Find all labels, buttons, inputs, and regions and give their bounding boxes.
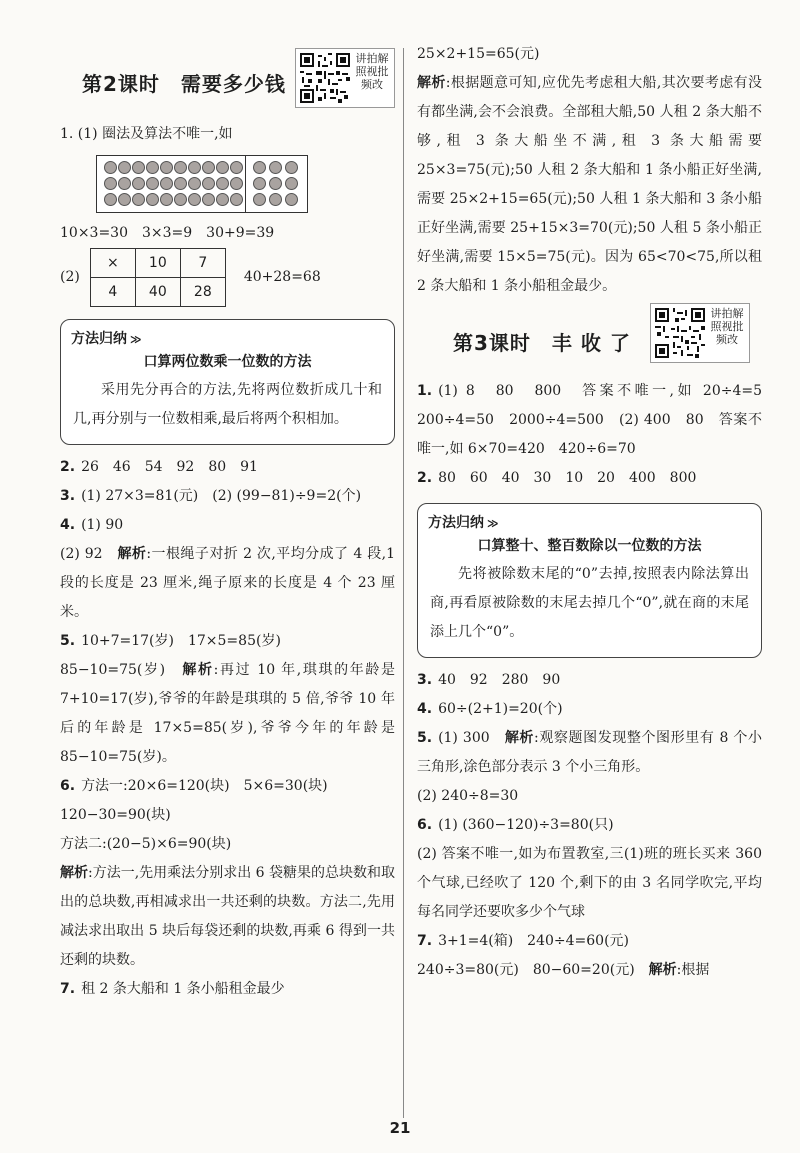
- lesson-header: [60, 40, 395, 120]
- qr-code-icon: [300, 53, 350, 103]
- answer-text: (2) 92: [60, 546, 118, 562]
- dot: [118, 193, 131, 206]
- answer-text: (2) 答案不唯一,如为布置教室,三(1)班的班长买来 360 个气球,已经吹了 120 个,剩下的由 3 名同学吹完,平均每名同学还要吹多少个气球: [417, 846, 762, 920]
- dot: [216, 177, 229, 190]
- dot: [146, 161, 159, 174]
- question-number: 4.: [60, 517, 76, 533]
- qr-caption: 讲拍解照视批频改: [710, 307, 744, 346]
- question-number: 1.: [417, 383, 433, 399]
- table-cell: 28: [180, 278, 225, 307]
- question-number: 6.: [417, 817, 433, 833]
- dot: [253, 177, 266, 190]
- answer-text: 80 60 40 30 10 20 400 800: [438, 470, 697, 486]
- analysis-text: :根据题意可知,应优先考虑租大船,其次要考虑有没有都坐满,会不会浪费。全部租大船,50 人租 2 条大船不够,租 3 条大船坐不满,租 3 条大船需要 25×3=75(元);50 人租 2 条大船和 1 条小船正好坐满,需要 25×2+15=65(元);50 人租 1 条大船和 3 条小船正好坐满,需要 25+15×3=70(元);50 人租 5 条小船正好坐满,需要 15×5=75(元)。因为 65<70<75,所以租 2 条大船和 1 条小船租金最少。: [417, 75, 762, 294]
- lesson-header: [417, 301, 762, 377]
- dot: [118, 161, 131, 174]
- answer-line: [60, 975, 395, 1004]
- right-column: [417, 40, 776, 985]
- multiplication-table-row: [60, 248, 395, 307]
- answer-line: [417, 695, 762, 724]
- question-number: 3.: [417, 672, 433, 688]
- dot: [230, 193, 243, 206]
- left-answers: [60, 453, 395, 1004]
- method-box: [417, 503, 762, 658]
- answer-line: [60, 511, 395, 540]
- left-column: [60, 40, 395, 1004]
- qr-caption: 讲拍解照视批频改: [355, 52, 389, 91]
- answer-line: [60, 801, 395, 830]
- answer-text: (1) 300: [438, 730, 505, 746]
- analysis-label: 解析: [182, 662, 214, 678]
- dots-figure: [96, 155, 308, 213]
- qr-code-box[interactable]: [650, 303, 750, 363]
- table-row: [90, 249, 225, 278]
- answer-line: [60, 772, 395, 801]
- method-title: 口算两位数乘一位数的方法: [143, 354, 312, 370]
- dot: [202, 161, 215, 174]
- qr-code-icon: [655, 308, 705, 358]
- double-chevron-icon: ≫: [130, 333, 142, 346]
- dot: [269, 193, 282, 206]
- dot: [253, 161, 266, 174]
- qr-code-box[interactable]: [295, 48, 395, 108]
- double-chevron-icon: ≫: [487, 517, 499, 530]
- question-number: 5.: [60, 633, 76, 649]
- q1-line: 1. (1) 圈法及算法不唯一,如: [60, 126, 233, 142]
- answer-line: [417, 40, 762, 69]
- dot: [285, 193, 298, 206]
- question-number: 7.: [60, 981, 76, 997]
- answer-text: 40 92 280 90: [438, 672, 561, 688]
- dot: [146, 177, 159, 190]
- dot: [230, 161, 243, 174]
- dots-divider: [245, 156, 246, 212]
- analysis-text: :一根绳子对折 2 次,平均分成了 4 段,1 段的长度是 23 厘米,绳子原来的长度是 4 个 23 厘米。: [60, 546, 396, 620]
- answer-line: [417, 69, 762, 301]
- analysis-text: :方法一,先用乘法分别求出 6 袋糖果的总块数和取出的总块数,再相减求出一共还剩的块数。方法二,先用减法求出取出 5 块后每袋还剩的块数,再乘 6 得到一共还剩的块数。: [60, 865, 396, 968]
- dot: [132, 193, 145, 206]
- dot: [146, 193, 159, 206]
- answer-line: [417, 927, 762, 956]
- right-top-lines: [417, 40, 762, 301]
- answer-text: 10+7=17(岁) 17×5=85(岁): [81, 633, 281, 649]
- answer-text: (1) (360−120)÷3=80(只): [438, 817, 614, 833]
- answer-line: [417, 956, 762, 985]
- answer-text: (1) 90: [81, 517, 124, 533]
- analysis-label: 解析: [504, 730, 535, 746]
- column-divider: [403, 48, 404, 1118]
- dot: [202, 193, 215, 206]
- table-cell: 10: [135, 249, 180, 278]
- answer-line: [60, 859, 395, 975]
- analysis-label: 解析: [648, 962, 677, 978]
- dot: [174, 193, 187, 206]
- method-body: 先将被除数末尾的“0”去掉,按照表内除法算出商,再看原被除数的末尾去掉几个“0”,就在商的末尾添上几个“0”。: [430, 566, 749, 640]
- answer-text: 26 46 54 92 80 91: [81, 459, 258, 475]
- answer-text: 3+1=4(箱) 240÷4=60(元): [438, 933, 629, 949]
- dot: [160, 177, 173, 190]
- dot: [174, 177, 187, 190]
- dot: [230, 177, 243, 190]
- multiplication-table: [90, 248, 226, 307]
- analysis-label: 解析: [417, 75, 446, 91]
- method-tag: [428, 512, 749, 532]
- dot: [174, 161, 187, 174]
- dot: [216, 161, 229, 174]
- method-tag-label: 方法归纳: [428, 515, 484, 531]
- table-cell: 4: [90, 278, 135, 307]
- analysis-text: :再过 10 年,琪琪的年龄是 7+10=17(岁),爷爷的年龄是琪琪的 5 倍,爷爷 10 年后的年龄是 17×5=85(岁),爷爷今年的年龄是 85−10=75(岁)。: [60, 662, 396, 765]
- answer-text: 25×2+15=65(元): [417, 46, 540, 62]
- dot: [269, 177, 282, 190]
- dot: [216, 193, 229, 206]
- answer-line: [60, 453, 395, 482]
- answer-line: [417, 377, 776, 464]
- answer-text: (2) 240÷8=30: [417, 788, 519, 804]
- dot: [132, 177, 145, 190]
- dot: [104, 193, 117, 206]
- answer-line: [417, 666, 762, 695]
- analysis-label: 解析: [60, 865, 89, 881]
- answer-text: (1) 27×3=81(元) (2) (99−81)÷9=2(个): [81, 488, 362, 504]
- lesson-title: 第3课时 丰 收 了: [453, 331, 631, 355]
- answer-line: [60, 627, 395, 656]
- method-box: [60, 319, 395, 445]
- answer-text: 租 2 条大船和 1 条小船租金最少: [81, 981, 285, 997]
- dot: [104, 161, 117, 174]
- question-number: 2.: [417, 470, 433, 486]
- dot: [188, 161, 201, 174]
- method-body: 采用先分再合的方法,先将两位数折成几十和几,再分别与一位数相乘,最后将两个积相加。: [73, 382, 382, 427]
- answer-line: [417, 811, 762, 840]
- part-label: (2): [60, 269, 80, 285]
- dot: [253, 193, 266, 206]
- method-tag-label: 方法归纳: [71, 331, 127, 347]
- table-result: 40+28=68: [243, 269, 321, 285]
- answer-text: 方法二:(20−5)×6=90(块): [60, 836, 232, 852]
- answer-line: [60, 656, 395, 772]
- dot: [188, 193, 201, 206]
- answer-line: [417, 782, 762, 811]
- method-title: 口算整十、整百数除以一位数的方法: [477, 538, 702, 554]
- analysis-text: :根据: [676, 962, 710, 978]
- page-number: 21: [389, 1119, 411, 1137]
- question-number: 6.: [60, 778, 76, 794]
- dot: [202, 177, 215, 190]
- question-number: 7.: [417, 933, 433, 949]
- table-cell: ×: [90, 249, 135, 278]
- dot: [104, 177, 117, 190]
- dot: [118, 177, 131, 190]
- dot: [160, 193, 173, 206]
- answer-line: [60, 540, 395, 627]
- dot: [285, 161, 298, 174]
- lesson-title: 第2课时 需要多少钱: [82, 72, 286, 96]
- table-cell: 40: [135, 278, 180, 307]
- answer-text: 240÷3=80(元) 80−60=20(元): [417, 962, 649, 978]
- answer-line: [60, 482, 395, 511]
- answer-line: [417, 724, 762, 782]
- answer-line: [417, 464, 762, 493]
- question-number: 4.: [417, 701, 433, 717]
- dot: [269, 161, 282, 174]
- answer-text: 60÷(2+1)=20(个): [438, 701, 563, 717]
- right-answers-b: [417, 666, 762, 985]
- dot: [160, 161, 173, 174]
- answer-line: [60, 830, 395, 859]
- answer-text: 方法一:20×6=120(块) 5×6=30(块): [81, 778, 328, 794]
- dot: [132, 161, 145, 174]
- answer-text: 120−30=90(块): [60, 807, 171, 823]
- answer-text: (1) 8 80 800 答案不唯一,如 20÷4=5 200÷4=50 2000÷4=500 (2) 400 80 答案不唯一,如 6×70=420 420÷6=70: [417, 383, 776, 457]
- answer-text: 85−10=75(岁): [60, 662, 183, 678]
- question-number: 2.: [60, 459, 76, 475]
- question-number: 3.: [60, 488, 76, 504]
- table-row: [90, 278, 225, 307]
- dot: [285, 177, 298, 190]
- q1-calc: 10×3=30 3×3=9 30+9=39: [60, 225, 275, 241]
- answer-line: [417, 840, 762, 927]
- analysis-text: :观察题图发现整个图形里有 8 个小三角形,涂色部分表示 3 个小三角形。: [417, 730, 762, 775]
- dot: [188, 177, 201, 190]
- method-tag: [71, 328, 382, 348]
- right-answers-a: [417, 377, 776, 493]
- table-cell: 7: [180, 249, 225, 278]
- question-number: 5.: [417, 730, 433, 746]
- analysis-label: 解析: [117, 546, 147, 562]
